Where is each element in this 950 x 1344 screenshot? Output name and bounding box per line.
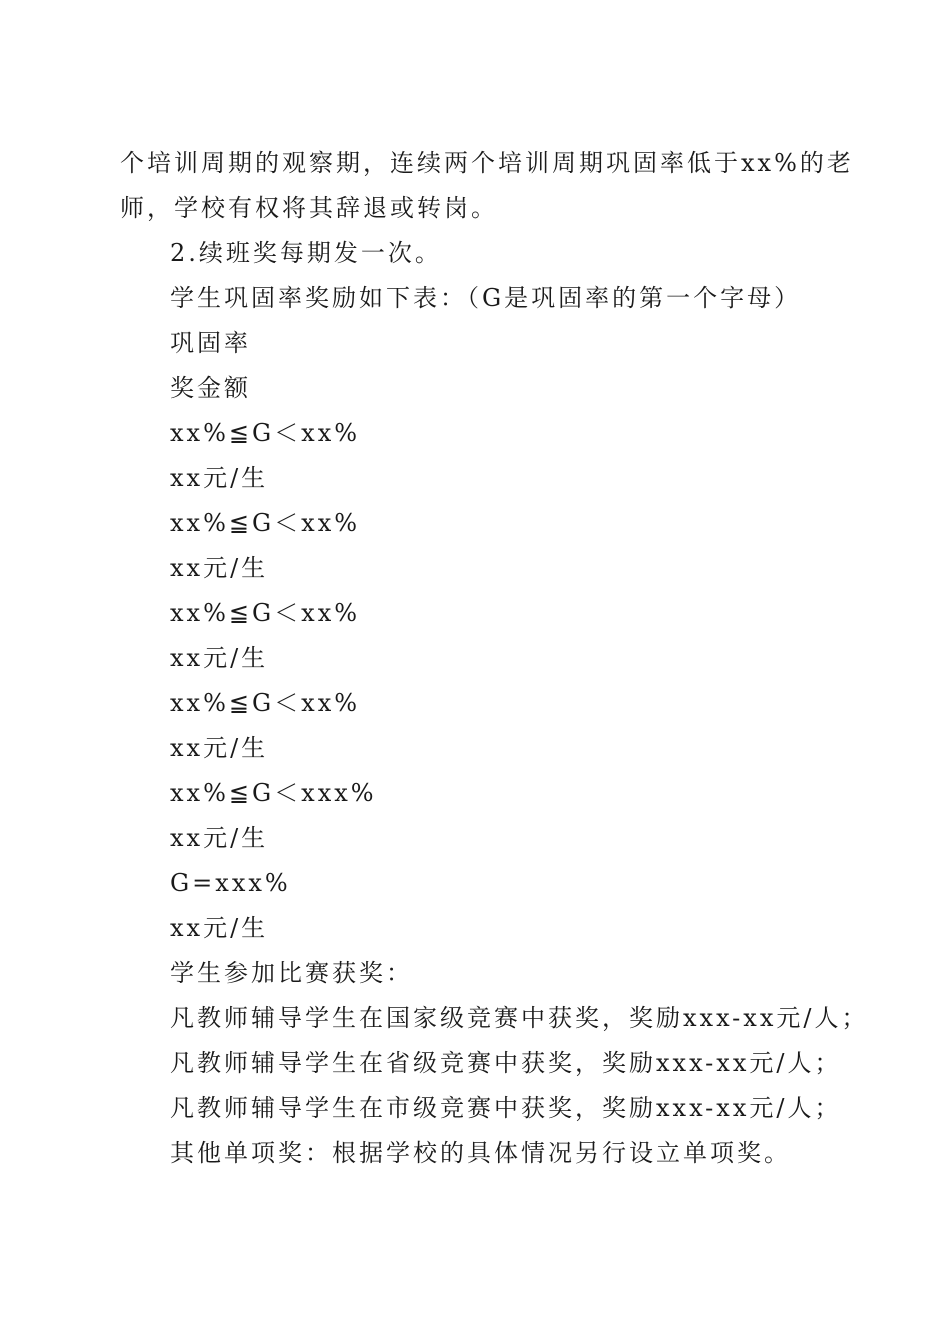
- table-row-6-rate: G=xxx%: [170, 869, 291, 897]
- table-header-amount: 奖金额: [170, 374, 251, 402]
- table-row-6-amount: xx元/生: [170, 914, 269, 942]
- intro-line-1: 个培训周期的观察期，连续两个培训周期巩固率低于xx%的老: [120, 149, 854, 177]
- competition-item-national: 凡教师辅导学生在国家级竞赛中获奖，奖励xxx-xx元/人；: [170, 1004, 869, 1032]
- table-row-4-amount: xx元/生: [170, 734, 269, 762]
- table-intro: 学生巩固率奖励如下表：（G是巩固率的第一个字母）: [170, 284, 802, 312]
- competition-item-city: 凡教师辅导学生在市级竞赛中获奖，奖励xxx-xx元/人；: [170, 1094, 842, 1122]
- intro-line-2: 师，学校有权将其辞退或转岗。: [120, 194, 498, 222]
- competition-title: 学生参加比赛获奖：: [170, 959, 413, 987]
- table-row-1-amount: xx元/生: [170, 464, 269, 492]
- table-row-1-rate: xx%≦G＜xx%: [170, 419, 361, 447]
- item-2: 2.续班奖每期发一次。: [170, 239, 442, 267]
- table-row-2-rate: xx%≦G＜xx%: [170, 509, 361, 537]
- competition-item-provincial: 凡教师辅导学生在省级竞赛中获奖，奖励xxx-xx元/人；: [170, 1049, 842, 1077]
- table-row-4-rate: xx%≦G＜xx%: [170, 689, 361, 717]
- table-row-3-amount: xx元/生: [170, 644, 269, 672]
- table-row-3-rate: xx%≦G＜xx%: [170, 599, 361, 627]
- table-row-5-rate: xx%≦G＜xxx%: [170, 779, 377, 807]
- table-row-2-amount: xx元/生: [170, 554, 269, 582]
- other-award: 其他单项奖：根据学校的具体情况另行设立单项奖。: [170, 1139, 791, 1167]
- table-row-5-amount: xx元/生: [170, 824, 269, 852]
- table-header-rate: 巩固率: [170, 329, 251, 357]
